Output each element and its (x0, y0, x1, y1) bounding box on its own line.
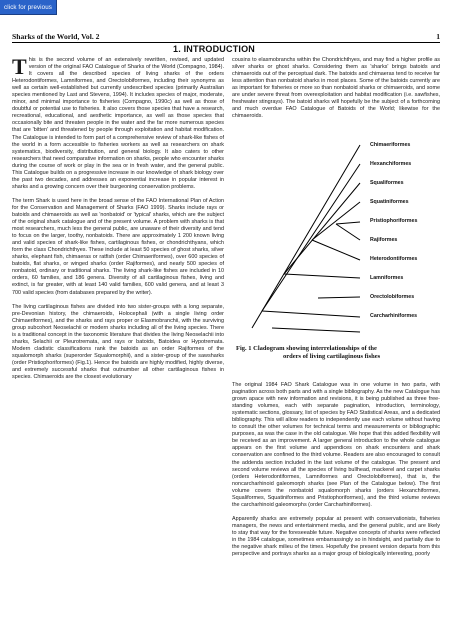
paragraph: The original 1984 FAO Shark Catalogue was in one volume in two parts, with pagination across both parts and with a single bibliography. As the new Catalogue has grown apace with new information and revisions, it is being published as three free-standing volumes, each with separate pagination, introduction, terminology, systematic sections, glossary, list of species by FAO Statistical Areas, and a dedicated bibliography. This will allow readers to independently use each volume without having to consult the other volumes for technical terms and measurements or bibliographic purposes, as was the case in the old catalogue. We hope that this added flexibility will be received as an improvement. A larger general introduction to the whole catalogue appears on the first volume and appendices on shark encounters and shark conservation are confined to the third volume. Readers are also encouraged to consult the addenda section included in the last volume of the catalogue. The present and second volume reviews all the species of living bullhead, mackerel and carpet sharks (orders Heterodontiformes, Lamniformes and Orectolobiformes), that is, the noncarcharhinoid galeomorph sharks (see Plan of the Catalogue below). The first volume covers the nonbatoid squalomorph sharks (orders Hexanchiformes, Squaliformes, Squatiniformes and Pristiophoriformes), and the third volume reviews the carcharhinoid galeomorphs (order Carcharhiniformes). (232, 382, 440, 508)
paragraph: The term Shark is used here in the broad sense of the FAO International Plan of Action for the Conservation and Management of Sharks (FAO 1999). Sharks include rays or batoids and chimaeroids as well as 'nonbatoid' or 'typical' sharks, which are the subject of the original shark catalogue and of the present volume. A problem with sharks is that most researchers, much less the general public, are unaware of their diversity and tend to focus on the larger, toothy, nonbatoids. There are approximately 1 200 known living and valid species of shark-like fishes, cartilaginous fishes, or chondrichthyans, which form the class Chondrichthyes. These include at least 50 species of ghost sharks, silver sharks, elephant fish, chimaeras or ratfish (order Chimaeriformes), over 600 species of batoids, flat sharks, or winged sharks (order Rajiformes), and nearly 500 species of nonbatoid, ordinary or traditional sharks. The living shark-like fishes are included in 10 orders, 60 families, and 186 genera. Diversity of all cartilaginous fishes, living and extinct, is far greater, with at least 140 valid families, 600 valid genera, and at least 3 700 valid species (from databases prepared by the writer). (12, 197, 224, 296)
order-label: Hexanchiformes (370, 161, 412, 167)
header-divider (12, 42, 440, 43)
order-label: Lamniformes (370, 275, 404, 281)
cladogram-figure (232, 140, 440, 335)
running-title: Sharks of the World, Vol. 2 (12, 32, 100, 41)
order-label: Orectolobiformes (370, 294, 415, 300)
figure-caption (232, 345, 440, 361)
order-label: Pristiophoriformes (370, 218, 418, 224)
drop-cap: T (12, 54, 27, 79)
order-label: Squaliformes (370, 180, 404, 186)
caption-line: Fig. 1 Cladogram showing interrelationships of the (236, 345, 377, 352)
order-label: Squatiniformes (370, 199, 409, 205)
order-label: Heterodontiformes (370, 256, 418, 262)
paragraph: Apparently sharks are extremely popular at present with conservationists, fisheries managers, the news and entertainment media, and the general public, and are likely to stay that way for the foreseeable future. Negative concepts of sharks were reflected in the 1984 catalogue, sometimes embarrassingly so in hindsight, and partially due to the negative shark milieu of the times. Hopefully the present version departs from this perspective and portrays sharks as a major group of biologically interesting, poorly (232, 515, 440, 558)
paragraph-text: his is the second volume of an extensively rewritten, revised, and updated version of the original FAO Catalogue of Sharks of the World (Compagno, 1984). It covers all the described species of living sharks of the orders Heterodontiformes, Lamniformes, and Orectolobiformes, including their synonyms as well as certain well-established but currently undescribed species (primarily Australian species mentioned by Last and Stevens, 1994). It includes species of major, moderate, minor, and minimal importance to fisheries (Compagno, 1990c) as well as those of doubtful or potential use to fisheries. It also covers those species that have a research, recreational, educational, and aesthetic importance, as well as those species that occasionally bite and threaten people in the water and the far more numerous species that are 'bitten' and threatened by people through exploitation and habitat modification. The Catalogue is intended to form part of a comprehensive review of shark-like fishes of the world in a form accessible to fisheries workers as well as researchers on shark systematics, biodiversity, distribution, and general biology. It also caters to other researchers that need comparative information on sharks, people who encounter sharks during the course of work or play in the sea or in fresh water, and the general public. This Catalogue builds on a progressive increase in our knowledge of shark biology over the past two decades, and addresses an exponential increase in popular interest in sharks and a growing concern over their burgeoning conservation problems. (12, 57, 224, 190)
order-label: Rajiformes (370, 237, 398, 243)
order-label: Chimaeriformes (370, 142, 411, 148)
left-text-column (12, 54, 224, 388)
caption-line: orders of living cartilaginous fishes (283, 353, 381, 360)
cladogram-lines (232, 140, 440, 335)
right-text-column-top (232, 57, 440, 127)
paragraph: cousins to elasmobranchs within the Chondrichthyes, and may find a higher profile as silver sharks or ghost sharks. Considering them as 'sharks' brings batoids and chimaeroids out of the perceptual dark. The batoids and chimaeras tend to receive far less attention than nonbatoid sharks in most places. Some of the batoids currently are as important for fisheries or more so than nonbatoid sharks or chimaeroids, and some are under severe threat from overexploitation and habitat modification (i.e. sawfishes, freshwater stingrays). The batoid sharks will hopefully be the subject of a forthcoming and much overdue FAO Catalogue of Batoids of the World; likewise for the chimaeroids. (232, 57, 440, 120)
page-number: 1 (436, 32, 440, 41)
previous-page-button[interactable]: click for previous page (0, 0, 57, 15)
paragraph: The living cartilaginous fishes are divided into two sister-groups with a long separate, pre-Devonian history, the chimaeroids, Holocephali (with a single living order Chimaeriformes), and the sharks and rays proper or Elasmobranchii, with the surviving group subcohort Neoselachii or modern sharks including all of the living species. There is a traditional concept in the taxonomic literature that divides the living Neoselachii into sharks, Selachii or Pleurotremata, and rays or batoids, Batoidea or Hypotremata. Modern cladistic classifications rank the batoids as an order Rajiformes of the squalomorph sharks (superorder Squalomorphii), and a sister-group of the sawsharks (order Pristiophoriformes) (Fig.1). Hence the batoids are highly modified, highly diverse, and extremely successful sharks that outnumber all other cartilaginous fishes in species. Chimaeroids are the closest evolutionary (12, 303, 224, 381)
paragraph (12, 54, 224, 191)
order-label: Carcharhiniformes (370, 313, 418, 319)
right-text-column-bottom (232, 382, 440, 565)
section-heading: 1. INTRODUCTION (173, 44, 256, 54)
